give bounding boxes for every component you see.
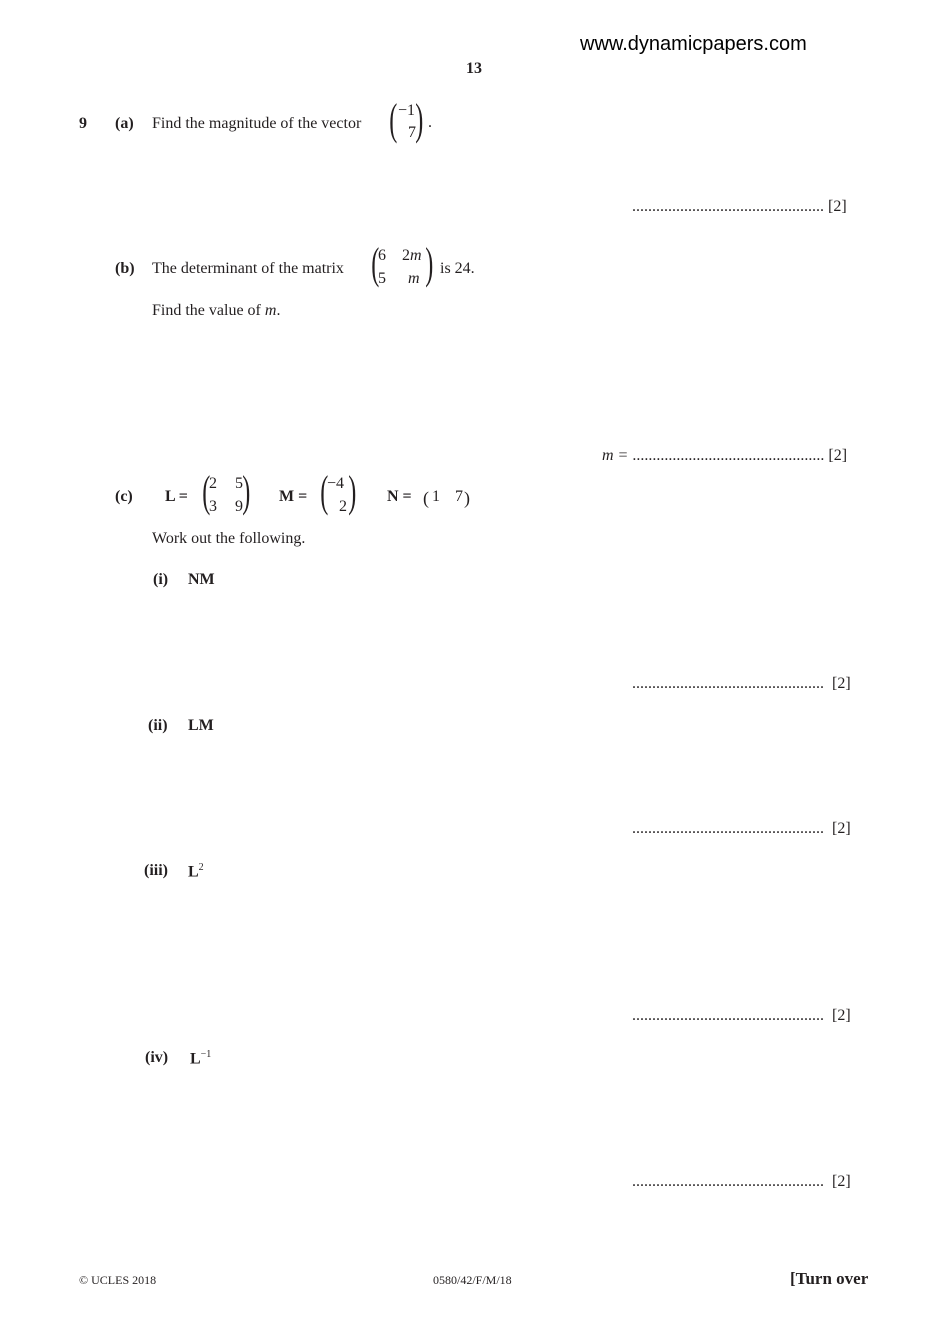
matrix-M bbox=[319, 467, 359, 518]
sub-iii-label: (iii) bbox=[144, 862, 168, 879]
sub-iv-label: (iv) bbox=[145, 1049, 169, 1066]
right-paren: ) bbox=[464, 488, 470, 508]
part-a-text: Find the magnitude of the vector bbox=[152, 115, 362, 132]
sub-iii-expr: $L^2$ bbox=[188, 862, 204, 881]
part-a-label: (a) bbox=[115, 115, 134, 132]
sub-i-label: (i) bbox=[153, 571, 169, 588]
matrix-M-label: M = bbox=[279, 488, 308, 505]
answer-dots: ................................................ bbox=[632, 820, 824, 837]
marks: [2] bbox=[828, 198, 847, 215]
matrix-M-top: −4 bbox=[327, 475, 345, 492]
matrix-b: ( 6 2m 5 m ) bbox=[371, 239, 434, 288]
matrix-L bbox=[201, 467, 253, 518]
matrix-b-22: m bbox=[408, 270, 420, 287]
marks: [2] bbox=[832, 820, 851, 837]
right-paren: ) bbox=[415, 95, 424, 144]
sub-i-answer-line[interactable] bbox=[632, 675, 851, 693]
part-b-text-after: is 24. bbox=[440, 260, 475, 277]
answer-dots: ................................................ bbox=[632, 675, 824, 692]
matrix-L-12: 5 bbox=[235, 475, 243, 492]
sub-i-expr: NM bbox=[188, 571, 215, 588]
matrix-L-21: 3 bbox=[209, 498, 217, 515]
matrix-L-11: 2 bbox=[209, 475, 217, 492]
matrix-L-22: 9 bbox=[235, 498, 243, 515]
sub-iv-expr: $L^{-1}$ bbox=[190, 1049, 212, 1068]
part-b-instruction: Find the value of m. bbox=[152, 302, 281, 319]
answer-dots: ................................................ bbox=[632, 198, 824, 215]
answer-dots: ................................................ bbox=[632, 1007, 824, 1024]
matrix-b-11: 6 bbox=[378, 247, 386, 264]
part-c-label: (c) bbox=[115, 488, 133, 505]
answer-dots: ................................................ bbox=[632, 447, 825, 464]
answer-prefix: m = bbox=[602, 447, 629, 464]
part-b-text: The determinant of the matrix bbox=[152, 260, 344, 277]
marks: [2] bbox=[828, 447, 848, 464]
marks: [2] bbox=[832, 675, 851, 692]
part-a-period: . bbox=[428, 114, 432, 131]
matrix-M-bottom: 2 bbox=[339, 498, 347, 515]
left-paren: ( bbox=[320, 467, 329, 516]
right-paren: ) bbox=[348, 467, 357, 516]
part-b-label: (b) bbox=[115, 260, 135, 277]
marks: [2] bbox=[832, 1007, 851, 1024]
matrix-N-2: 7 bbox=[455, 488, 463, 505]
sub-iii-answer-line[interactable] bbox=[632, 1007, 851, 1025]
question-number: 9 bbox=[79, 115, 87, 132]
marks: [2] bbox=[832, 1173, 851, 1190]
matrix-b-21: 5 bbox=[378, 270, 386, 287]
left-paren: ( bbox=[371, 239, 380, 288]
vector-a-bottom: 7 bbox=[408, 124, 416, 141]
right-paren: ) bbox=[425, 239, 434, 288]
right-paren: ) bbox=[242, 467, 251, 516]
footer-copyright: © UCLES 2018 bbox=[79, 1273, 157, 1287]
matrix-N-label: N = bbox=[387, 488, 412, 505]
page-number: 13 bbox=[466, 60, 482, 77]
matrix-L-label: L = bbox=[165, 488, 188, 505]
matrix-N-1: 1 bbox=[432, 488, 440, 505]
part-a-answer-line[interactable] bbox=[632, 198, 847, 216]
sub-ii-expr: LM bbox=[188, 717, 214, 734]
left-paren: ( bbox=[202, 467, 211, 516]
left-paren: ( bbox=[389, 95, 398, 144]
left-paren: ( bbox=[423, 488, 429, 508]
sub-ii-answer-line[interactable] bbox=[632, 820, 851, 838]
vector-a bbox=[388, 95, 436, 146]
part-c-instruction: Work out the following. bbox=[152, 530, 306, 547]
vector-a-top: −1 bbox=[398, 102, 416, 119]
footer-code: 0580/42/F/M/18 bbox=[433, 1273, 512, 1287]
part-b-answer-line[interactable] bbox=[602, 447, 847, 465]
sub-iv-answer-line[interactable] bbox=[632, 1173, 851, 1191]
sub-ii-label: (ii) bbox=[148, 717, 168, 734]
footer-turn-over: [Turn over bbox=[790, 1269, 869, 1288]
website-url: www.dynamicpapers.com bbox=[580, 33, 807, 55]
answer-dots: ................................................ bbox=[632, 1173, 824, 1190]
matrix-N bbox=[423, 484, 473, 508]
